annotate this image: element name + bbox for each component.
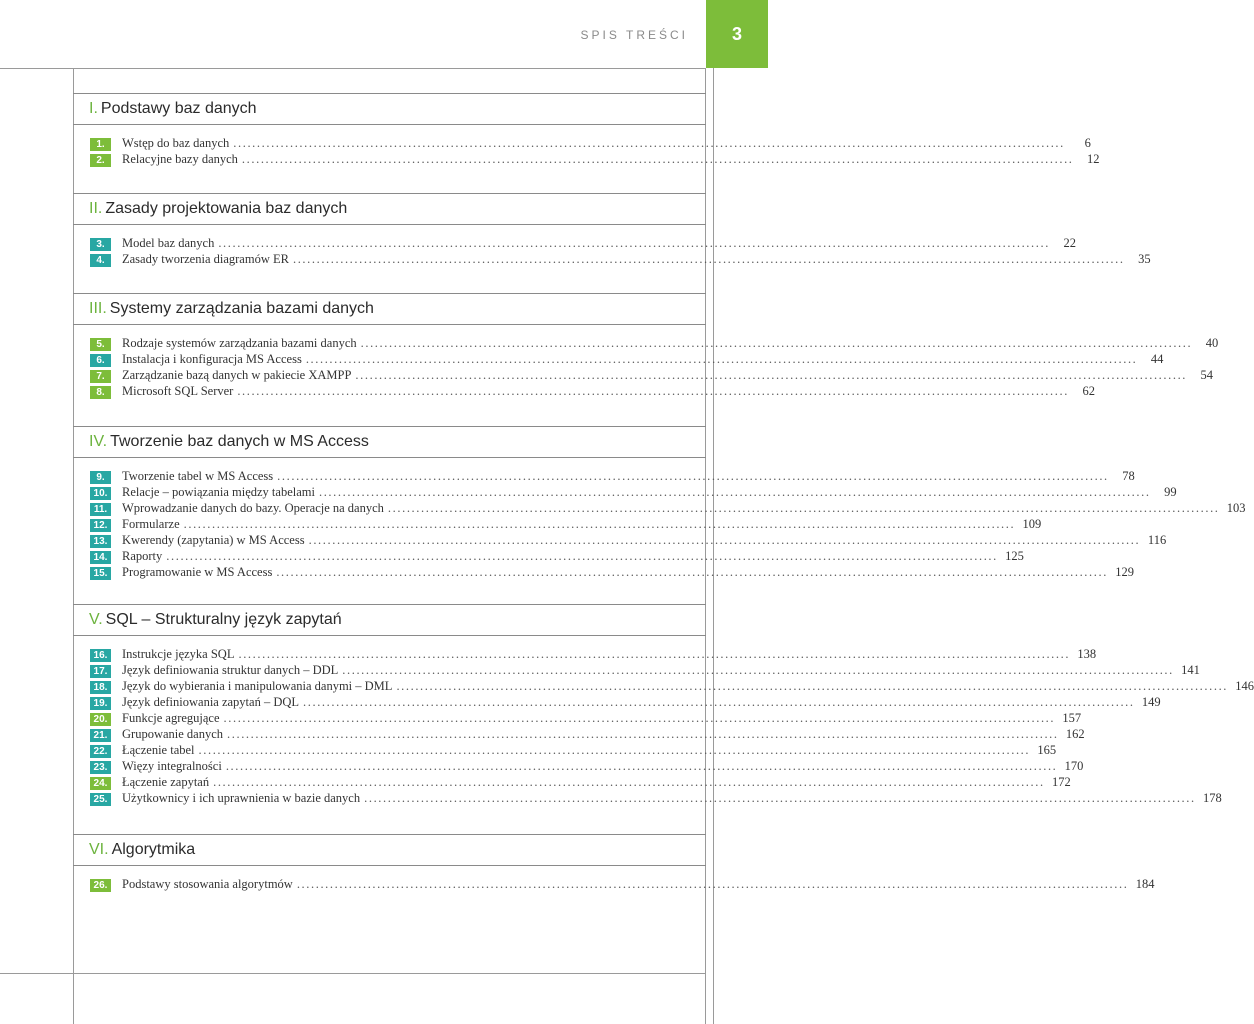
section-entries (73, 866, 1155, 904)
header-label: SPIS TREŚCI (580, 28, 688, 42)
page-reference: 146 (1235, 679, 1254, 693)
section-title (73, 193, 706, 225)
page-reference: 54 (1200, 368, 1214, 382)
section-roman-numeral: II. (89, 200, 103, 217)
page-reference: 170 (1064, 759, 1084, 773)
dot-leader: ................................................................................................................................................................................ (308, 533, 1141, 547)
section-title-text: SQL – Strukturalny język zapytań (105, 611, 342, 628)
chapter-title: Relacje – powiązania między tabelami (122, 485, 315, 499)
chapter-title: Relacyjne bazy danych (122, 152, 238, 166)
dot-leader: ................................................................................................................................................................................ (342, 663, 1174, 677)
toc-entry[interactable] (73, 236, 1076, 252)
entry-line (122, 469, 1135, 485)
chapter-number-badge: 10. (90, 487, 111, 500)
entry-line (122, 336, 1219, 352)
toc-entry[interactable] (73, 336, 1219, 352)
chapter-title: Podstawy stosowania algorytmów (122, 877, 293, 891)
entry-line (122, 711, 1082, 727)
section-entries (73, 225, 1151, 279)
entry-line (122, 485, 1177, 501)
entry-line (122, 679, 1254, 695)
chapter-title: Raporty (122, 549, 163, 563)
page-reference: 178 (1202, 791, 1222, 805)
chapter-title: Instalacja i konfiguracja MS Access (122, 352, 302, 366)
chapter-title: Microsoft SQL Server (122, 384, 234, 398)
chapter-number-badge: 11. (90, 503, 111, 516)
chapter-title: Wstęp do baz danych (122, 136, 230, 150)
entry-line (122, 663, 1200, 679)
entry-line (122, 136, 1091, 152)
toc-section (73, 93, 1100, 179)
table-of-contents (73, 93, 1254, 904)
toc-entry[interactable] (73, 695, 1161, 711)
dot-leader: ................................................................................................................................................................................ (198, 743, 1031, 757)
section-title (73, 426, 706, 458)
dot-leader: ................................................................................................................................................................................ (355, 368, 1188, 382)
chapter-title: Wprowadzanie danych do bazy. Operacje na danych (122, 501, 384, 515)
entry-line (122, 743, 1057, 759)
section-title-text: Podstawy baz danych (100, 100, 257, 117)
chapter-number-badge: 20. (90, 713, 111, 726)
toc-entry[interactable] (73, 533, 1167, 549)
entry-line (122, 384, 1095, 400)
chapter-title: Łączenie zapytań (122, 775, 210, 789)
toc-entry[interactable] (73, 877, 1155, 893)
dot-leader: ................................................................................................................................................................................ (318, 485, 1151, 499)
entry-line (122, 791, 1222, 807)
page-reference: 141 (1181, 663, 1200, 677)
toc-entry[interactable] (73, 663, 1200, 679)
entry-line (122, 695, 1161, 711)
section-title-text: Algorytmika (111, 841, 196, 858)
dot-leader: ................................................................................................................................................................................ (183, 517, 1016, 531)
dot-leader: ................................................................................................................................................................................ (223, 711, 1056, 725)
chapter-number-badge: 17. (90, 665, 111, 678)
toc-entry[interactable] (73, 501, 1246, 517)
entry-line (122, 368, 1214, 384)
entry-line (122, 236, 1076, 252)
toc-section (73, 426, 1246, 592)
section-roman-numeral: IV. (89, 433, 108, 450)
dot-leader: ................................................................................................................................................................................ (213, 775, 1045, 789)
page-number: 3 (706, 0, 768, 68)
chapter-title: Instrukcje języka SQL (122, 647, 235, 661)
dot-leader: ................................................................................................................................................................................ (387, 501, 1220, 515)
dot-leader: ................................................................................................................................................................................ (218, 236, 1050, 250)
chapter-number-badge: 9. (90, 471, 111, 484)
entry-line (122, 727, 1085, 743)
toc-entry[interactable] (73, 647, 1097, 663)
toc-entry[interactable] (73, 368, 1214, 384)
chapter-number-badge: 12. (90, 519, 111, 532)
entry-line (122, 877, 1155, 893)
entry-line (122, 252, 1151, 268)
chapter-title: Język do wybierania i manipulowania danymi – DML (122, 679, 393, 693)
page-header (0, 0, 768, 68)
toc-entry[interactable] (73, 517, 1042, 533)
chapter-title: Grupowanie danych (122, 727, 224, 741)
chapter-title: Język definiowania zapytań – DQL (122, 695, 300, 709)
divider (0, 973, 706, 974)
entry-line (122, 647, 1097, 663)
dot-leader: ................................................................................................................................................................................ (292, 252, 1125, 266)
dot-leader: ................................................................................................................................................................................ (237, 384, 1069, 398)
chapter-number-badge: 15. (90, 567, 111, 580)
page-reference: 138 (1077, 647, 1097, 661)
chapter-number-badge: 18. (90, 681, 111, 694)
section-entries (73, 325, 1219, 411)
chapter-title: Zarządzanie bazą danych w pakiecie XAMPP (122, 368, 352, 382)
dot-leader: ................................................................................................................................................................................ (276, 565, 1108, 579)
page-reference: 103 (1226, 501, 1246, 515)
toc-entry[interactable] (73, 679, 1254, 695)
section-roman-numeral: V. (89, 611, 103, 628)
page-reference: 62 (1082, 384, 1095, 398)
toc-entry[interactable] (73, 485, 1177, 501)
dot-leader: ................................................................................................................................................................................ (277, 469, 1109, 483)
entry-line (122, 565, 1134, 581)
page-reference: 172 (1051, 775, 1071, 789)
dot-leader: ................................................................................................................................................................................ (233, 136, 1065, 150)
chapter-number-badge: 7. (90, 370, 111, 383)
section-roman-numeral: VI. (89, 841, 109, 858)
toc-entry[interactable] (73, 352, 1164, 368)
entry-line (122, 152, 1100, 168)
toc-entry[interactable] (73, 252, 1151, 268)
chapter-number-badge: 6. (90, 354, 111, 367)
chapter-number-badge: 1. (90, 138, 111, 151)
page-reference: 157 (1062, 711, 1082, 725)
page-reference: 22 (1063, 236, 1076, 250)
toc-section (73, 834, 1155, 904)
page-reference: 149 (1141, 695, 1161, 709)
page-reference: 109 (1022, 517, 1042, 531)
toc-entry[interactable] (73, 384, 1095, 400)
toc-entry[interactable] (73, 152, 1100, 168)
section-entries (73, 125, 1100, 179)
divider (0, 68, 706, 69)
dot-leader: ................................................................................................................................................................................ (241, 152, 1074, 166)
page-reference: 6 (1084, 136, 1091, 150)
dot-leader: ................................................................................................................................................................................ (305, 352, 1138, 366)
chapter-title: Rodzaje systemów zarządzania bazami danych (122, 336, 357, 350)
toc-entry[interactable] (73, 549, 1024, 565)
toc-section (73, 193, 1151, 279)
entry-line (122, 352, 1164, 368)
section-roman-numeral: III. (89, 300, 107, 317)
section-entries (73, 458, 1246, 592)
chapter-number-badge: 14. (90, 551, 111, 564)
section-title (73, 293, 706, 325)
page-reference: 35 (1138, 252, 1151, 266)
toc-entry[interactable] (73, 711, 1082, 727)
toc-entry[interactable] (73, 775, 1071, 791)
chapter-title: Funkcje agregujące (122, 711, 220, 725)
page-reference: 129 (1115, 565, 1134, 579)
entry-line (122, 517, 1042, 533)
toc-entry[interactable] (73, 791, 1222, 807)
dot-leader: ................................................................................................................................................................................ (227, 727, 1059, 741)
chapter-title: Język definiowania struktur danych – DDL (122, 663, 339, 677)
page-reference: 125 (1005, 549, 1024, 563)
toc-entry[interactable] (73, 743, 1057, 759)
dot-leader: ................................................................................................................................................................................ (225, 759, 1058, 773)
entry-line (122, 501, 1246, 517)
dot-leader: ................................................................................................................................................................................ (360, 336, 1193, 350)
dot-leader: ................................................................................................................................................................................ (296, 877, 1129, 891)
chapter-title: Model baz danych (122, 236, 215, 250)
toc-entry[interactable] (73, 727, 1085, 743)
entry-line (122, 759, 1084, 775)
chapter-number-badge: 25. (90, 793, 111, 806)
chapter-title: Łączenie tabel (122, 743, 195, 757)
chapter-number-badge: 5. (90, 338, 111, 351)
toc-entry[interactable] (73, 759, 1084, 775)
dot-leader: ................................................................................................................................................................................ (238, 647, 1071, 661)
entry-line (122, 549, 1024, 565)
dot-leader: ................................................................................................................................................................................ (396, 679, 1229, 693)
page-reference: 99 (1164, 485, 1177, 499)
chapter-title: Programowanie w MS Access (122, 565, 273, 579)
section-entries (73, 636, 1254, 818)
toc-section (73, 604, 1254, 818)
toc-entry[interactable] (73, 469, 1135, 485)
page-reference: 116 (1147, 533, 1167, 547)
toc-section (73, 293, 1219, 411)
page-reference: 78 (1122, 469, 1135, 483)
section-title (73, 834, 706, 866)
section-title-text: Systemy zarządzania bazami danych (109, 300, 374, 317)
chapter-number-badge: 16. (90, 649, 111, 662)
page-reference: 162 (1065, 727, 1085, 741)
chapter-title: Kwerendy (zapytania) w MS Access (122, 533, 305, 547)
toc-entry[interactable] (73, 136, 1091, 152)
page-reference: 40 (1205, 336, 1219, 350)
chapter-number-badge: 22. (90, 745, 111, 758)
chapter-number-badge: 8. (90, 386, 111, 399)
chapter-number-badge: 4. (90, 254, 111, 267)
chapter-number-badge: 23. (90, 761, 111, 774)
chapter-number-badge: 21. (90, 729, 111, 742)
section-title-text: Tworzenie baz danych w MS Access (110, 433, 369, 450)
entry-line (122, 775, 1071, 791)
chapter-number-badge: 19. (90, 697, 111, 710)
chapter-title: Zasady tworzenia diagramów ER (122, 252, 289, 266)
chapter-number-badge: 13. (90, 535, 111, 548)
section-roman-numeral: I. (89, 100, 98, 117)
chapter-number-badge: 2. (90, 154, 111, 167)
page-reference: 165 (1037, 743, 1057, 757)
chapter-number-badge: 26. (90, 879, 111, 892)
chapter-number-badge: 24. (90, 777, 111, 790)
dot-leader: ................................................................................................................................................................................ (364, 791, 1196, 805)
chapter-title: Użytkownicy i ich uprawnienia w bazie danych (122, 791, 361, 805)
page-reference: 44 (1150, 352, 1164, 366)
page-reference: 12 (1087, 152, 1100, 166)
section-title (73, 93, 706, 125)
section-title-text: Zasady projektowania baz danych (105, 200, 348, 217)
dot-leader: ................................................................................................................................................................................ (303, 695, 1135, 709)
chapter-title: Więzy integralności (122, 759, 222, 773)
page-reference: 184 (1135, 877, 1155, 891)
chapter-title: Formularze (122, 517, 180, 531)
chapter-title: Tworzenie tabel w MS Access (122, 469, 274, 483)
chapter-number-badge: 3. (90, 238, 111, 251)
entry-line (122, 533, 1167, 549)
section-title (73, 604, 706, 636)
toc-entry[interactable] (73, 565, 1134, 581)
dot-leader: ................................................................................................................................................................................ (166, 549, 998, 563)
